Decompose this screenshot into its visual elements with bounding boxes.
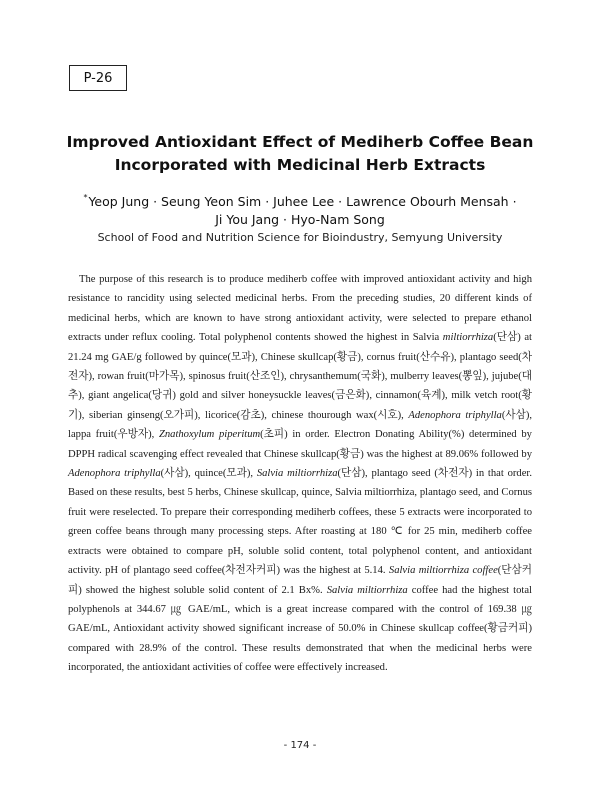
abstract-body: [68, 270, 532, 678]
abstract-species-name: Salvia miltiorrhiza: [256, 468, 338, 480]
abstract-species-name: Adenophora triphylla: [68, 468, 161, 480]
paper-title: [60, 131, 540, 177]
title-line-2: Incorporated with Medicinal Herb Extracts: [114, 156, 486, 174]
abstract-segment: (단삼), plantago seed (차전자) in that order. Based on these results, best 5 herbs, Chinese skullcap, quince, Salvia miltiorrhiza, plantago seed, and Cornus fruit were reselected. To prepare their corresponding mediherb coffees, these 5 extracts were incorporated to green coffee beans through many processing steps. After roasting at 180 ℃ for 25 min, mediherb coffee extracts were obtained to compare pH, soluble solid content, total polyphenol content, and antioxidant activity. pH of plantago seed coffee(차전자커피) was the highest at 5.14.: [68, 468, 532, 577]
abstract-species-name: Salvia miltiorrhiza: [326, 584, 408, 596]
abstract-segment: (초피) in order. Electron Donating Ability(%) determined by DPPH radical scavenging effect revealed that Chinese skullcap(황금) was the highest at 89.06% followed by: [68, 429, 532, 460]
abstract-species-name: miltiorrhiza: [442, 332, 494, 344]
author-list: [60, 189, 540, 229]
affiliation: School of Food and Nutrition Science for Bioindustry, Semyung University: [97, 231, 503, 244]
abstract-segment: (사삼), quince(모과),: [160, 468, 257, 480]
page-number: - 174 -: [283, 740, 317, 751]
abstract-species-name: Znathoxylum piperitum: [158, 429, 261, 441]
abstract-segment: coffee had the highest total polyphenols at 344.67 ㎍ GAE/mL, which is a great increase compared with the control of 169.38 ㎍ GAE/mL, Antioxidant activity showed significant increase of 50.0% in Chinese skullcap coffee(황금커피) compared with 28.9% of the control. These results demonstrated that when the medicinal herbs were incorporated, the antioxidant activities of coffee were effectively increased.: [68, 584, 533, 674]
author-line-2: Ji You Jang · Hyo-Nam Song: [215, 212, 385, 227]
abstract-segment: (단삼커피) showed the highest soluble solid content of 2.1 Bx%.: [68, 565, 533, 596]
author-line-1: [60, 189, 540, 211]
author-names-1: Yeop Jung · Seung Yeon Sim · Juhee Lee · Lawrence Obourh Mensah ·: [88, 194, 517, 209]
abstract-segment: (사삼), lappa fruit(우방자),: [68, 409, 532, 441]
corresponding-author-marker: *: [83, 193, 88, 202]
abstract-segment: (단삼) at 21.24 mg GAE/g followed by quince(모과), Chinese skullcap(황금), cornus fruit(산수유), plantago seed(차전자), rowan fruit(마가목), spinosus fruit(산조인), chrysanthemum(국화), mulberry leaves(뽕잎), jujube(대추), giant angelica(당귀) gold and silver honeysuckle leaves(금은화), cinnamon(육계), milk vetch root(황기), siberian ginseng(오가피), licorice(감초), chinese thourough wax(시호),: [68, 332, 532, 421]
abstract-species-name: Adenophora triphylla: [408, 409, 502, 421]
title-line-1: Improved Antioxidant Effect of Mediherb Coffee Bean: [66, 133, 534, 151]
poster-number-badge: P-26: [69, 65, 127, 91]
abstract-species-name: Salvia miltiorrhiza coffee: [388, 565, 498, 577]
abstract-segment: The purpose of this research is to produce mediherb coffee with improved antioxidant activity and high resistance to rancidity using selected medicinal herbs. From the preceding studies, 20 different kinds of medicinal herbs, which are known to have strong antioxidant activity, were selected to prepare ethanol extracts under reflux cooling. Total polyphenol contents showed the highest in Salvia: [68, 274, 532, 344]
